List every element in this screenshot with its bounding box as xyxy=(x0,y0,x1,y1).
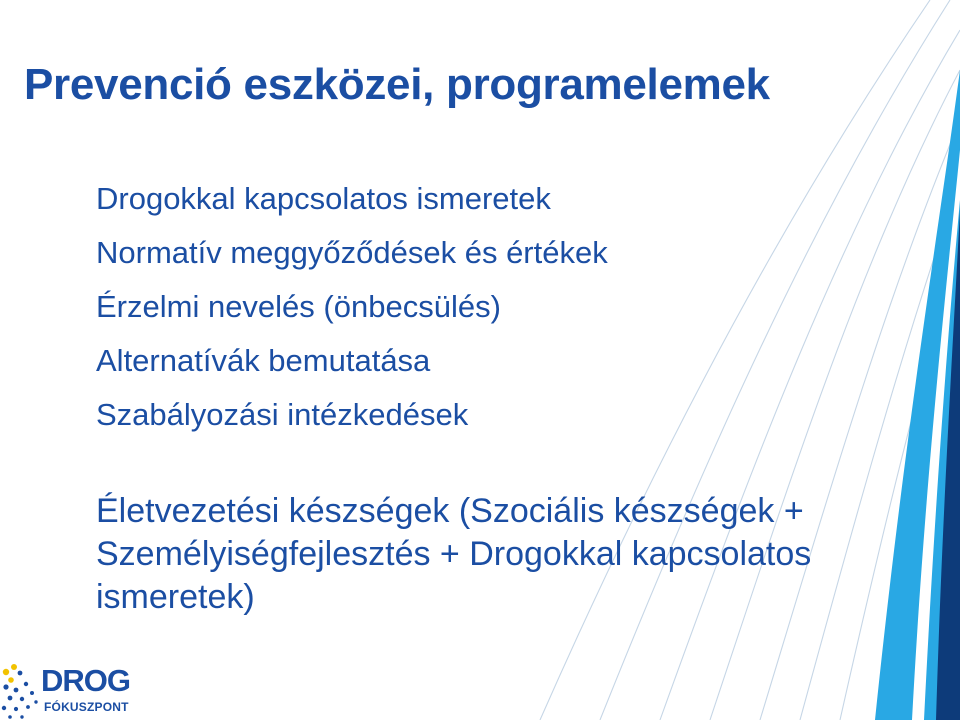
slide-title: Prevenció eszközei, programelemek xyxy=(24,60,770,109)
list-item: Drogokkal kapcsolatos ismeretek xyxy=(96,181,551,216)
star-cluster-icon xyxy=(0,660,44,720)
list-item: Szabályozási intézkedések xyxy=(96,397,469,432)
logo-wordmark: DROG xyxy=(41,663,130,698)
bullet-list xyxy=(96,172,608,442)
list-item: Alternatívák bemutatása xyxy=(96,343,431,378)
life-skills-note: Életvezetési készségek (Szociális készségek + Személyiségfejlesztés + Drogokkal kapcsolatos ismeretek) xyxy=(96,492,812,616)
drog-fokuszpont-logo xyxy=(0,660,150,720)
list-item: Normatív meggyőződések és értékek xyxy=(96,235,608,270)
list-item: Érzelmi nevelés (önbecsülés) xyxy=(96,289,501,324)
logo-subtitle: FÓKUSZPONT xyxy=(44,700,129,714)
